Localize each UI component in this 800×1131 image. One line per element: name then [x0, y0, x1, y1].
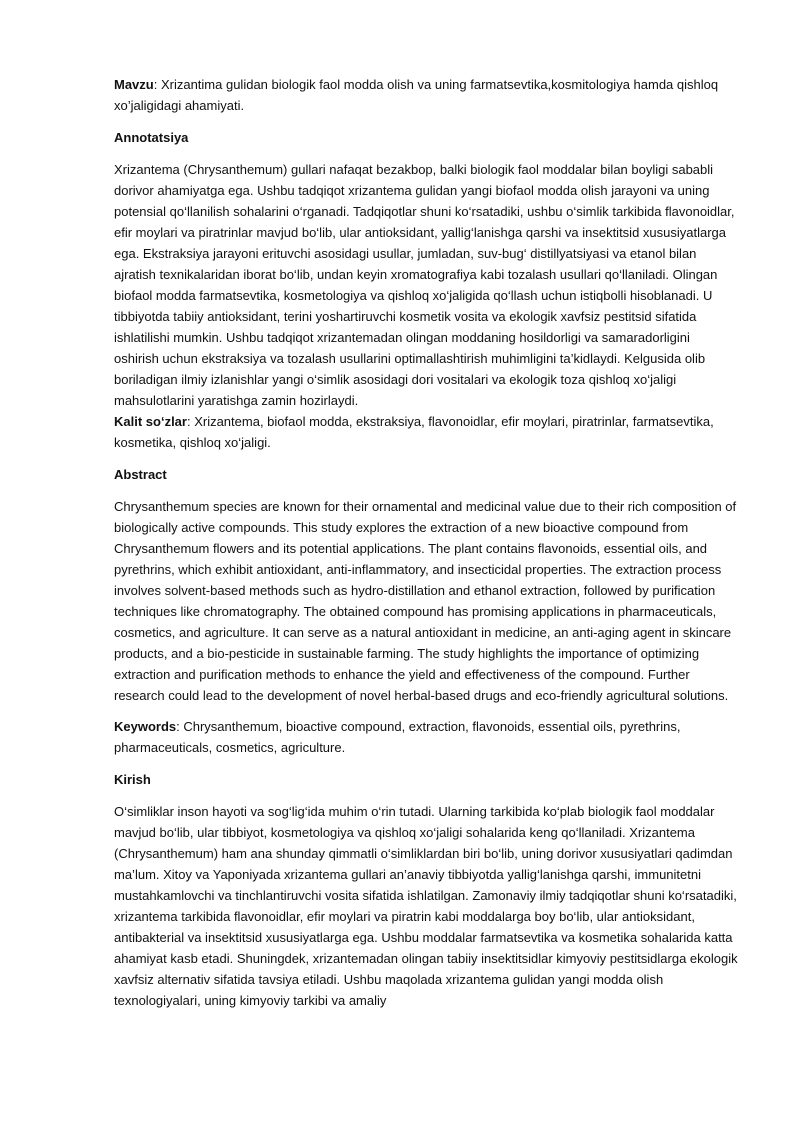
abstract-keywords-label: Keywords	[114, 719, 177, 734]
abstract-keywords	[114, 716, 738, 758]
topic-text: : Xrizantima gulidan biologik faol modda olish va uning farmatsevtika,kosmitologiya hamda qishloq xo’jaligidagi ahamiyati.	[114, 77, 719, 113]
abstract-body: Chrysanthemum species are known for their ornamental and medicinal value due to their rich composition of biologically active compounds. This study explores the extraction of a new bioactive compound from Chrysanthemum flowers and its potential applications. The plant contains flavonoids, essential oils, and pyrethrins, which exhibit antioxidant, anti-inflammatory, and insecticidal properties. The extraction process involves solvent-based methods such as hydro-distillation and ethanol extraction, followed by purification techniques like chromatography. The obtained compound has promising applications in pharmaceuticals, cosmetics, and agriculture. It can serve as a natural antioxidant in medicine, an anti-aging agent in skincare products, and a bio-pesticide in sustainable farming. The study highlights the importance of optimizing extraction and purification methods to enhance the yield and effectiveness of the compound. Further research could lead to the development of novel herbal-based drugs and eco-friendly agricultural solutions.	[114, 499, 737, 703]
annotation-body: Xrizantema (Chrysanthemum) gullari nafaqat bezakbop, balki biologik faol moddalar bilan boyligi sababli dorivor ahamiyatga ega. Ushbu tadqiqot xrizantema gulidan yangi biofaol modda olish jarayoni va uning potensial qo‘llanilish sohalarini o‘rganadi. Tadqiqotlar shuni ko‘rsatadiki, ushbu o‘simlik tarkibida flavonoidlar, efir moylari va piratrinlar mavjud bo‘lib, ular antioksidant, yallig‘lanishga qarshi va insektitsid xususiyatlarga ega. Ekstraksiya jarayoni erituvchi asosidagi usullar, jumladan, suv-bug‘ distillyatsiyasi va etanol bilan ajratish texnikalaridan iborat bo‘lib, undan keyin xromatografiya kabi tozalash usullari qo‘llaniladi. Olingan biofaol modda farmatsevtika, kosmetologiya va qishloq xo‘jaligida qo‘llash uchun istiqbolli hisoblanadi. U tibbiyotda tabiiy antioksidant, terini yoshartiruvchi kosmetik vosita va ekologik xavfsiz pestitsid sifatida ishlatilishi mumkin. Ushbu tadqiqot xrizantemadan olingan moddaning hosildorligi va samaradorligini oshirish uchun ekstraksiya va tozalash usullarini optimallashtirish muhimligini ta’kidlaydi. Kelgusida olib boriladigan ilmiy izlanishlar yangi o‘simlik asosidagi dori vositalari va ekologik toza qishloq xo‘jaligi mahsulotlarini yaratishga zamin hozirlaydi.	[114, 162, 735, 408]
topic-label: Mavzu	[114, 77, 154, 92]
annotation-keywords-label: Kalit so‘zlar	[114, 414, 187, 429]
introduction-heading: Kirish	[114, 772, 151, 787]
introduction-body: O‘simliklar inson hayoti va sog‘lig‘ida muhim o‘rin tutadi. Ularning tarkibida ko‘plab biologik faol moddalar mavjud bo‘lib, ular tibbiyot, kosmetologiya va qishloq xo‘jaligi sohalarida keng qo‘llaniladi. Xrizantema (Chrysanthemum) ham ana shunday qimmatli o‘simliklardan biri bo‘lib, uning dorivor xususiyatlari qadimdan ma’lum. Xitoy va Yaponiyada xrizantema gullari an’anaviy tibbiyotda yallig‘lanishga qarshi, immunitetni mustahkamlovchi va tinchlantiruvchi vosita sifatida ishlatilgan. Zamonaviy ilmiy tadqiqotlar shuni ko‘rsatadiki, xrizantema tarkibida flavonoidlar, efir moylari va piratrin kabi moddalarga boy bo‘lib, ular antioksidant, antibakterial va insektitsid xususiyatlarga ega. Ushbu moddalar farmatsevtika va kosmetika sohalarida katta ahamiyat kasb etadi. Shuningdek, xrizantemadan olingan tabiiy insektitsidlar kimyoviy pestitsidlarga ekologik xavfsiz alternativ sifatida tavsiya etiladi. Ushbu maqolada xrizantema gulidan yangi modda olish texnologiyalari, uning kimyoviy tarkibi va amaliy	[114, 804, 738, 1008]
abstract-heading: Abstract	[114, 467, 167, 482]
annotation-keywords-text: : Xrizantema, biofaol modda, ekstraksiya, flavonoidlar, efir moylari, piratrinlar, farmatsevtika, kosmetika, qishloq xo‘jaligi.	[114, 414, 714, 450]
annotation-heading: Annotatsiya	[114, 130, 189, 145]
abstract-keywords-text: : Chrysanthemum, bioactive compound, extraction, flavonoids, essential oils, pyrethrins, pharmaceuticals, cosmetics, agriculture.	[114, 719, 681, 755]
annotation-keywords	[114, 411, 738, 453]
topic-paragraph	[114, 74, 738, 116]
